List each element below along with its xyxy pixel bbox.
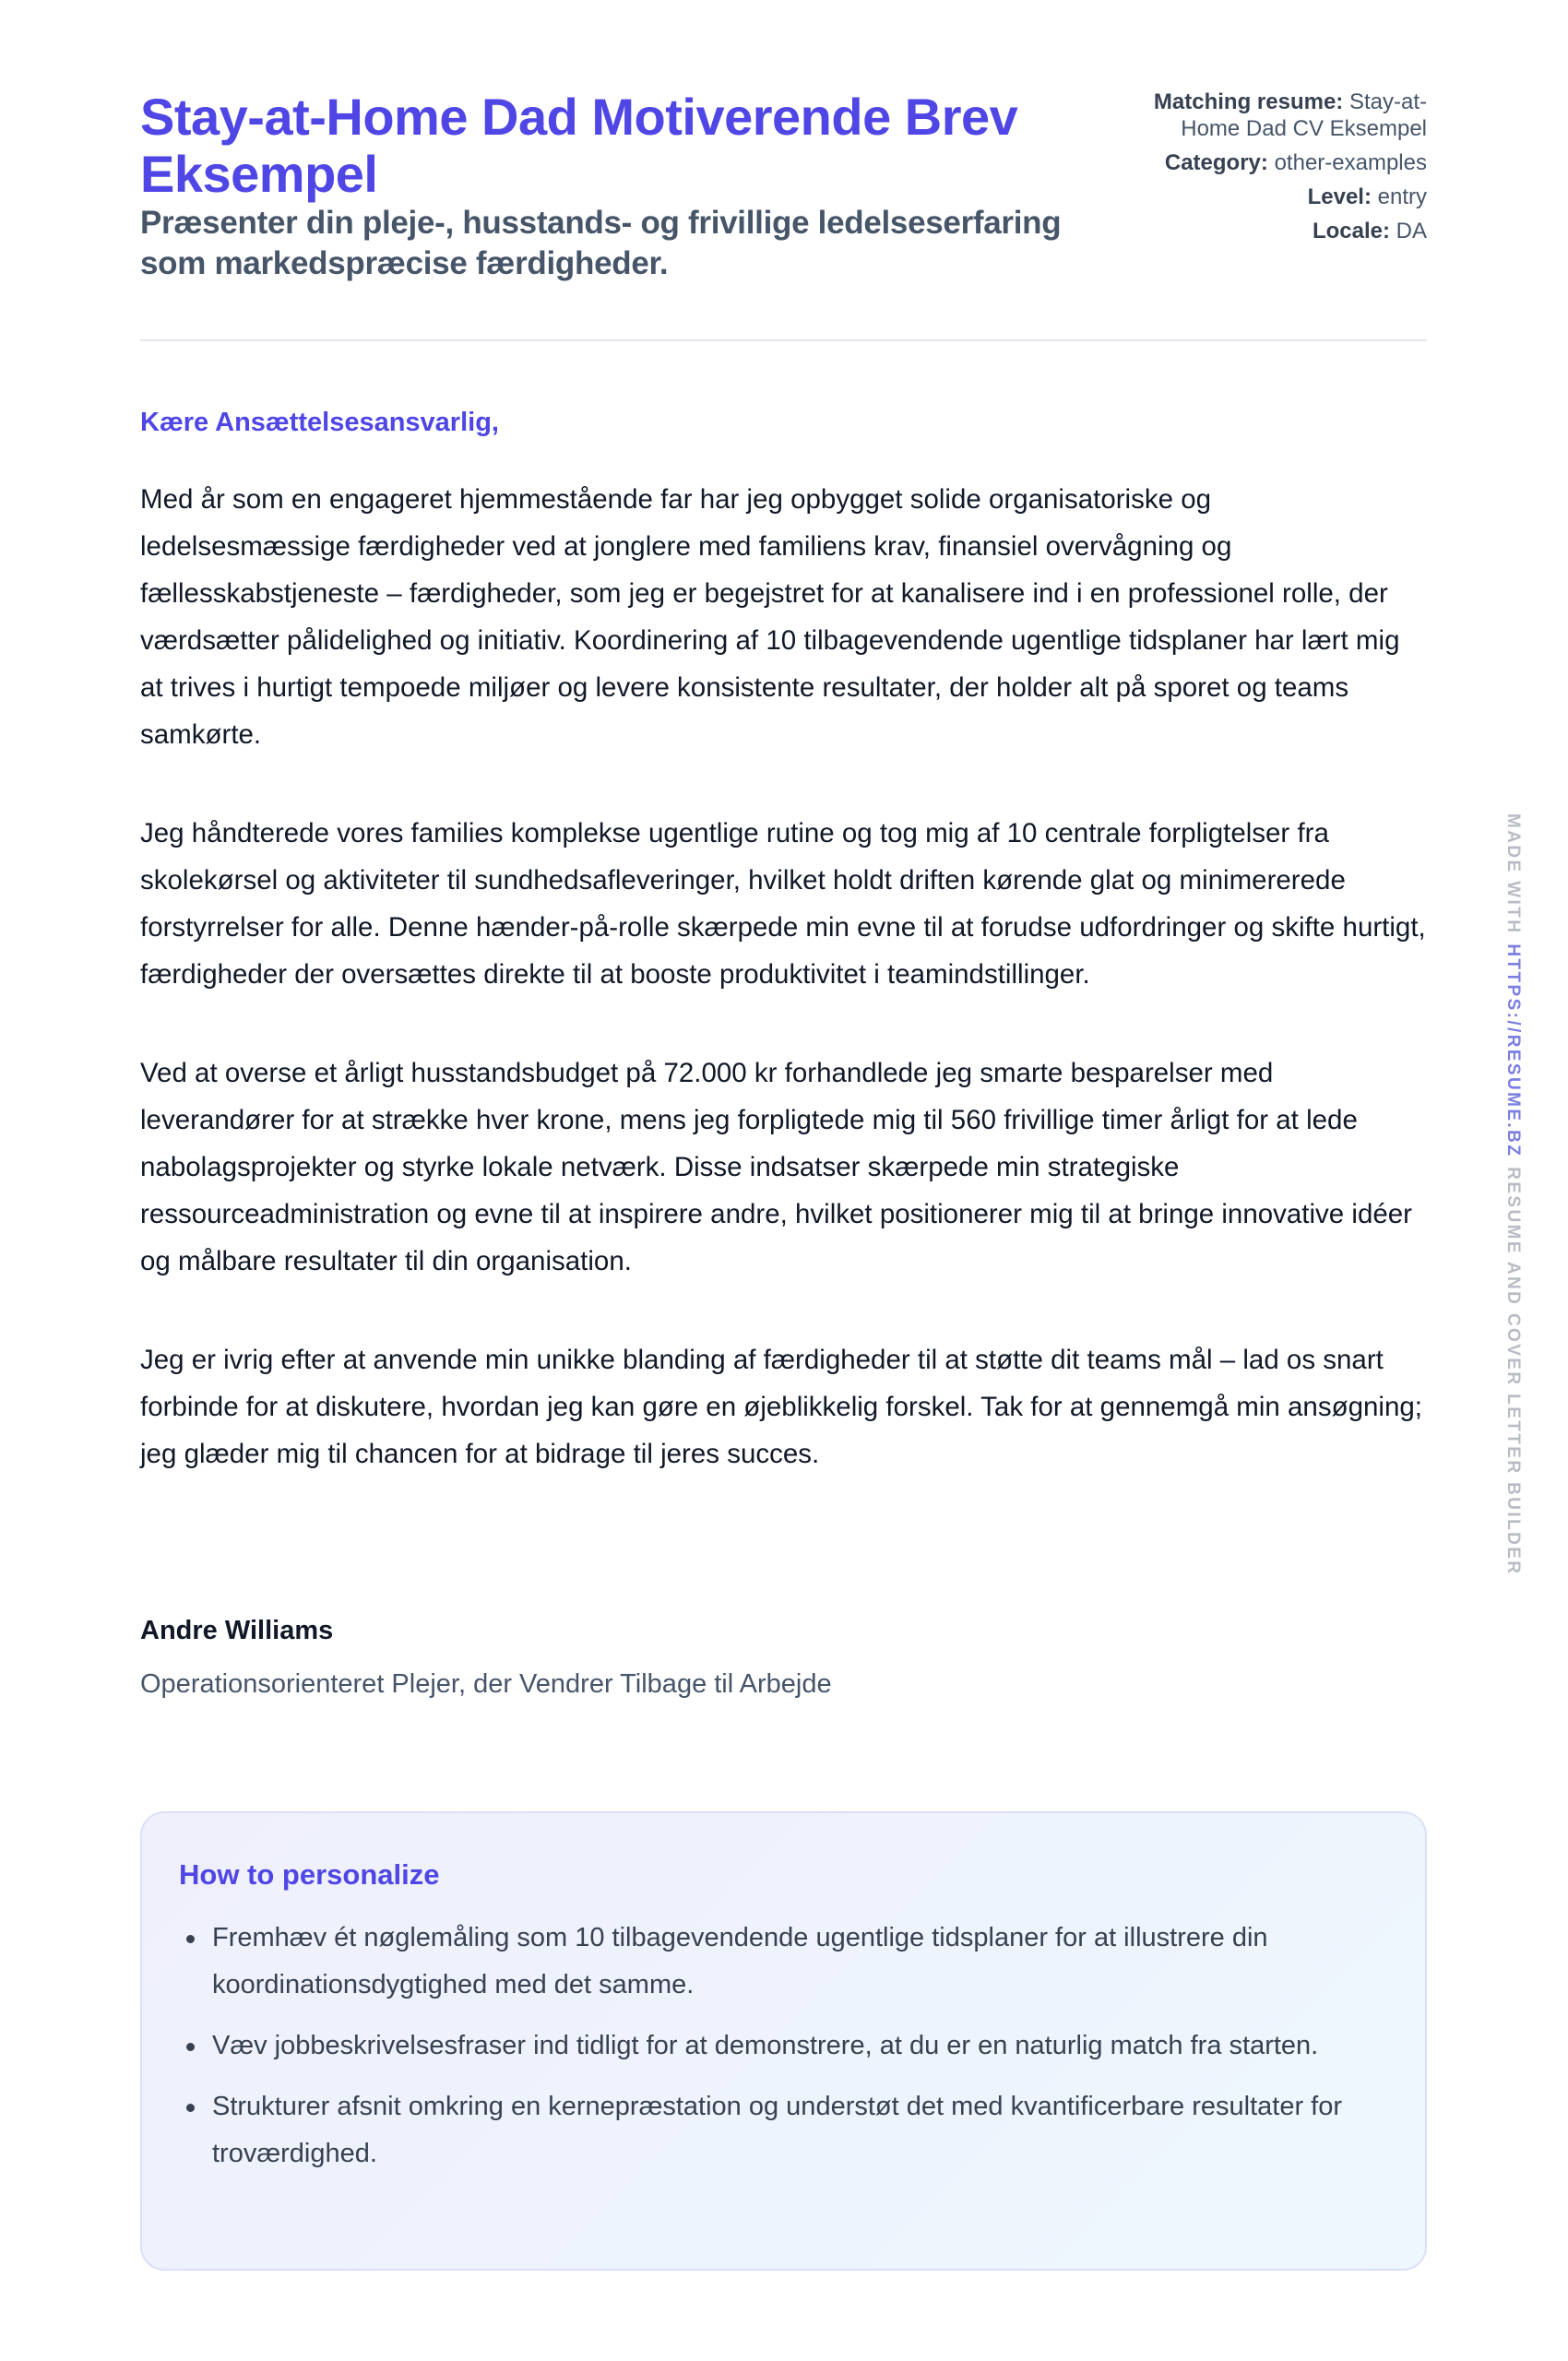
- letter-body: [140, 476, 1427, 1529]
- meta-value: other-examples: [1274, 150, 1427, 175]
- page-subtitle: Præsenter din pleje-, husstands- og frivillige ledelseserfaring som markedspræcise færdigheder.: [140, 205, 1062, 281]
- signature-title: Operationsorienteret Plejer, der Vendrer Tilbage til Arbejde: [140, 1669, 832, 1699]
- page-title: Stay-at-Home Dad Motiverende Brev Eksempel: [140, 88, 1018, 203]
- signature-name: Andre Williams: [140, 1616, 334, 1645]
- meta-value: entry: [1377, 184, 1427, 209]
- tip-text: Fremhæv ét nøglemåling som 10 tilbagevendende ugentlige tidsplaner for at illustrere din koordinationsdygtighed med det samme.: [212, 1923, 1268, 1999]
- tip-item: [179, 2083, 1388, 2177]
- letter-paragraph: Med år som en engageret hjemmestående far har jeg opbygget solide organisatoriske og ledelsesmæssige færdigheder ved at jonglere med familiens krav, finansiel overvågning og fællesskabstjeneste – færdigheder, som jeg er begejstret for at kanalisere ind i en professionel rolle, der værdsætter pålidelighed og initiativ. Koordinering af 10 tilbagevendende ugentlige tidsplaner har lært mig at trives i hurtigt tempoede miljøer og levere konsistente resultater, der holder alt på sporet og teams samkørte.: [140, 484, 1400, 750]
- letter-paragraph: Jeg håndterede vores families komplekse ugentlige rutine og tog mig af 10 centrale forpligtelser fra skolekørsel og aktiviteter til sundhedsafleveringer, hvilket holdt driften kørende glat og minimererede forstyrrelser for alle. Denne hænder-på-rolle skærpede min evne til at forudse udfordringer og skifte hurtigt, færdigheder der oversættes direkte til at booste produktivitet i teamindstillinger.: [140, 818, 1426, 990]
- bullet-icon: [186, 1935, 195, 1943]
- letter-greeting: Kære Ansættelsesansvarlig,: [140, 408, 499, 437]
- bullet-icon: [186, 2104, 195, 2112]
- signature-block: [140, 1614, 832, 1701]
- tip-item: [179, 1915, 1388, 2009]
- side-credit-prefix: MADE WITH: [1503, 813, 1523, 935]
- letter-paragraph: Ved at overse et årligt husstandsbudget på 72.000 kr forhandlede jeg smarte besparelser med leverandører for at strække hver krone, mens jeg forpligtede mig til 560 frivillige timer årligt for at lede nabolagsprojekter og styrke lokale netværk. Disse indsatser skærpede min strategiske ressourceadministration og evne til at inspirere andre, hvilket positionerer mig til at bringe innovative idéer og målbare resultater til din organisation.: [140, 1058, 1413, 1276]
- side-credit-link[interactable]: HTTPS://RESUME.BZ: [1503, 943, 1523, 1158]
- meta-label: Matching resume:: [1153, 89, 1344, 114]
- side-credit-suffix: RESUME AND COVER LETTER BUILDER: [1503, 1167, 1523, 1576]
- meta-label: Category:: [1164, 150, 1268, 175]
- personalize-title: How to personalize: [179, 1858, 440, 1891]
- bullet-icon: [186, 2043, 195, 2051]
- side-credit-text: [1502, 813, 1524, 1575]
- personalize-box: [140, 1811, 1427, 2271]
- meta-label: Level:: [1307, 184, 1372, 209]
- side-credit: [1502, 813, 1524, 1576]
- cover-letter-page: [140, 0, 1427, 2168]
- meta-category: [1123, 149, 1427, 176]
- meta-locale: [1123, 218, 1427, 244]
- page-header: [140, 0, 1427, 341]
- meta-level: [1123, 184, 1427, 210]
- tip-text: Strukturer afsnit omkring en kernepræstation og understøt det med kvantificerbare resultater for troværdighed.: [212, 2092, 1343, 2168]
- tip-item: [179, 2023, 1388, 2070]
- meta-matching-resume: [1123, 89, 1427, 142]
- tip-text: Væv jobbeskrivelsesfraser ind tidligt for at demonstrere, at du er en naturlig match fra starten.: [212, 2031, 1319, 2060]
- meta-info: [1123, 89, 1427, 252]
- meta-value: Stay-at-Home Dad CV Eksempel: [1181, 89, 1427, 141]
- meta-value: DA: [1396, 219, 1427, 243]
- meta-label: Locale:: [1312, 219, 1390, 243]
- letter-paragraph: Jeg er ivrig efter at anvende min unikke blanding af færdigheder til at støtte dit teams mål – lad os snart forbinde for at diskutere, hvordan jeg kan gøre en øjeblikkelig forskel. Tak for at gennemgå min ansøgning; jeg glæder mig til chancen for at bidrage til jeres succes.: [140, 1345, 1422, 1469]
- personalize-tips: [179, 1915, 1388, 2177]
